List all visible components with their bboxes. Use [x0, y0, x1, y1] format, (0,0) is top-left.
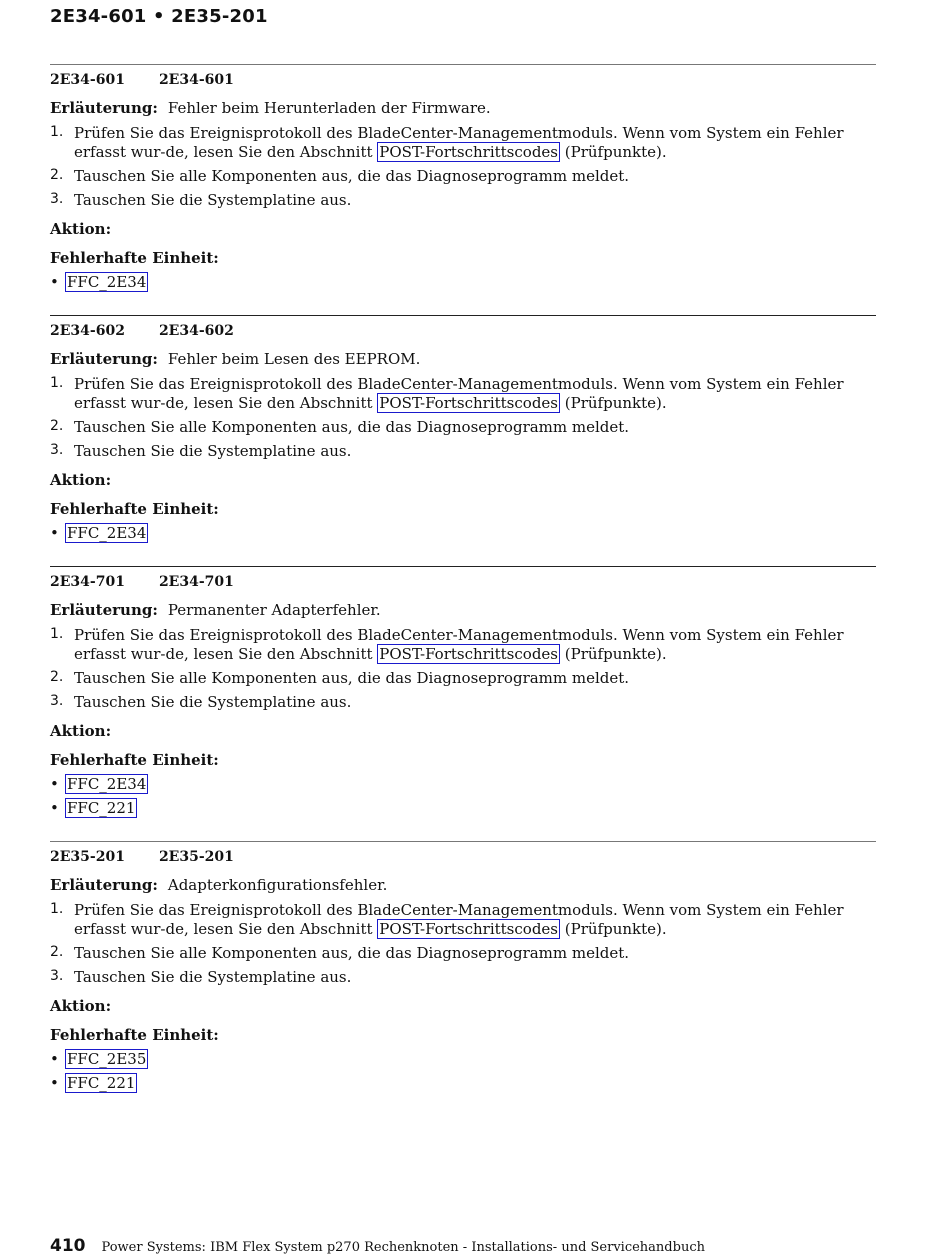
step-1 [50, 901, 876, 939]
explanation-label: Erläuterung: [50, 99, 158, 117]
step-1 [50, 124, 876, 162]
explanation-text: Permanenter Adapterfehler. [167, 601, 381, 619]
action-label: Aktion: [50, 471, 112, 489]
fru-link[interactable]: FFC_221 [67, 799, 136, 817]
error-code-primary: 2E35-201 [50, 849, 125, 865]
error-code-secondary: 2E35-201 [158, 849, 234, 865]
error-code-secondary: 2E34-701 [158, 574, 234, 590]
explanation-text: Fehler beim Herunterladen der Firmware. [167, 99, 491, 117]
step-2 [50, 167, 876, 186]
bullet-icon: • [50, 799, 59, 817]
step-3 [50, 442, 876, 461]
fru-label: Fehlerhafte Einheit: [50, 500, 219, 518]
explanation-text: Adapterkonfigurationsfehler. [167, 876, 388, 894]
step-number: 2. [50, 669, 64, 685]
post-progress-codes-link[interactable]: POST-Fortschrittscodes [379, 645, 558, 663]
bullet-icon: • [50, 1074, 59, 1092]
step-1-suffix: (Prüfpunkte). [564, 920, 667, 938]
fru-label: Fehlerhafte Einheit: [50, 751, 219, 769]
page-number: 410 [50, 1236, 86, 1256]
error-code-primary: 2E34-701 [50, 574, 125, 590]
explanation-label: Erläuterung: [50, 876, 158, 894]
step-text [74, 626, 874, 664]
step-1-suffix: (Prüfpunkte). [564, 143, 667, 161]
action-label: Aktion: [50, 997, 112, 1015]
step-number: 3. [50, 693, 64, 709]
post-progress-codes-link[interactable]: POST-Fortschrittscodes [379, 394, 558, 412]
step-2-text: Tauschen Sie alle Komponenten aus, die das Diagnoseprogramm meldet. [74, 167, 630, 185]
step-1-suffix: (Prüfpunkte). [564, 394, 667, 412]
error-code-line [50, 323, 234, 339]
post-progress-codes-link[interactable]: POST-Fortschrittscodes [379, 920, 558, 938]
fru-label: Fehlerhafte Einheit: [50, 249, 219, 267]
step-number: 3. [50, 968, 64, 984]
explanation-line [50, 350, 420, 368]
error-code-line [50, 849, 234, 865]
step-2 [50, 944, 876, 963]
section-divider [50, 566, 876, 567]
fru-item [50, 775, 148, 793]
step-1-suffix: (Prüfpunkte). [564, 645, 667, 663]
step-3-text: Tauschen Sie die Systemplatine aus. [74, 968, 352, 986]
error-code-primary: 2E34-601 [50, 72, 125, 88]
step-1 [50, 375, 876, 413]
error-code-secondary: 2E34-601 [158, 72, 234, 88]
fru-link[interactable]: FFC_2E34 [67, 273, 147, 291]
step-number: 3. [50, 191, 64, 207]
fru-link[interactable]: FFC_2E34 [67, 775, 147, 793]
section-divider [50, 64, 876, 65]
fru-link[interactable]: FFC_221 [67, 1074, 136, 1092]
error-code-secondary: 2E34-602 [158, 323, 234, 339]
step-number: 2. [50, 944, 64, 960]
fru-item [50, 273, 148, 291]
bullet-icon: • [50, 524, 59, 542]
document-title: Power Systems: IBM Flex System p270 Rechenknoten - Installations- und Servicehandbuch [101, 1240, 705, 1255]
fru-link[interactable]: FFC_2E34 [67, 524, 147, 542]
step-3-text: Tauschen Sie die Systemplatine aus. [74, 191, 352, 209]
error-code-primary: 2E34-602 [50, 323, 125, 339]
step-1-text: Prüfen Sie das Ereignisprotokoll des BladeCenter-Managementmoduls. Wenn vom System ein Fehler erfasst wur-de, lesen Sie den Abschnitt [74, 626, 844, 663]
step-text [74, 901, 874, 939]
section-divider [50, 841, 876, 842]
step-number: 1. [50, 901, 64, 917]
step-2-text: Tauschen Sie alle Komponenten aus, die das Diagnoseprogramm meldet. [74, 669, 630, 687]
step-1-text: Prüfen Sie das Ereignisprotokoll des BladeCenter-Managementmoduls. Wenn vom System ein Fehler erfasst wur-de, lesen Sie den Abschnitt [74, 124, 844, 161]
explanation-label: Erläuterung: [50, 601, 158, 619]
section-divider [50, 315, 876, 316]
step-number: 1. [50, 626, 64, 642]
explanation-label: Erläuterung: [50, 350, 158, 368]
error-code-line [50, 574, 234, 590]
step-number: 2. [50, 418, 64, 434]
step-number: 3. [50, 442, 64, 458]
step-3 [50, 693, 876, 712]
step-3 [50, 968, 876, 987]
step-number: 2. [50, 167, 64, 183]
step-3-text: Tauschen Sie die Systemplatine aus. [74, 693, 352, 711]
explanation-line [50, 99, 491, 117]
document-page [50, 0, 876, 1260]
error-code-line [50, 72, 234, 88]
fru-label: Fehlerhafte Einheit: [50, 1026, 219, 1044]
fru-item [50, 1050, 148, 1068]
bullet-icon: • [50, 1050, 59, 1068]
step-3 [50, 191, 876, 210]
fru-item [50, 524, 148, 542]
explanation-text: Fehler beim Lesen des EEPROM. [167, 350, 421, 368]
step-text [74, 124, 874, 162]
step-2-text: Tauschen Sie alle Komponenten aus, die das Diagnoseprogramm meldet. [74, 944, 630, 962]
bullet-icon: • [50, 273, 59, 291]
step-number: 1. [50, 375, 64, 391]
action-label: Aktion: [50, 220, 112, 238]
step-2 [50, 418, 876, 437]
explanation-line [50, 601, 381, 619]
fru-item [50, 799, 137, 817]
running-header-title: 2E34-601 • 2E35-201 [50, 6, 268, 27]
step-2-text: Tauschen Sie alle Komponenten aus, die das Diagnoseprogramm meldet. [74, 418, 630, 436]
bullet-icon: • [50, 775, 59, 793]
step-number: 1. [50, 124, 64, 140]
step-1-text: Prüfen Sie das Ereignisprotokoll des BladeCenter-Managementmoduls. Wenn vom System ein Fehler erfasst wur-de, lesen Sie den Abschnitt [74, 375, 844, 412]
post-progress-codes-link[interactable]: POST-Fortschrittscodes [379, 143, 558, 161]
page-footer [50, 1236, 705, 1256]
explanation-line [50, 876, 387, 894]
step-2 [50, 669, 876, 688]
step-1 [50, 626, 876, 664]
step-1-text: Prüfen Sie das Ereignisprotokoll des BladeCenter-Managementmoduls. Wenn vom System ein Fehler erfasst wur-de, lesen Sie den Abschnitt [74, 901, 844, 938]
step-text [74, 375, 874, 413]
fru-link[interactable]: FFC_2E35 [67, 1050, 147, 1068]
action-label: Aktion: [50, 722, 112, 740]
step-3-text: Tauschen Sie die Systemplatine aus. [74, 442, 352, 460]
fru-item [50, 1074, 137, 1092]
